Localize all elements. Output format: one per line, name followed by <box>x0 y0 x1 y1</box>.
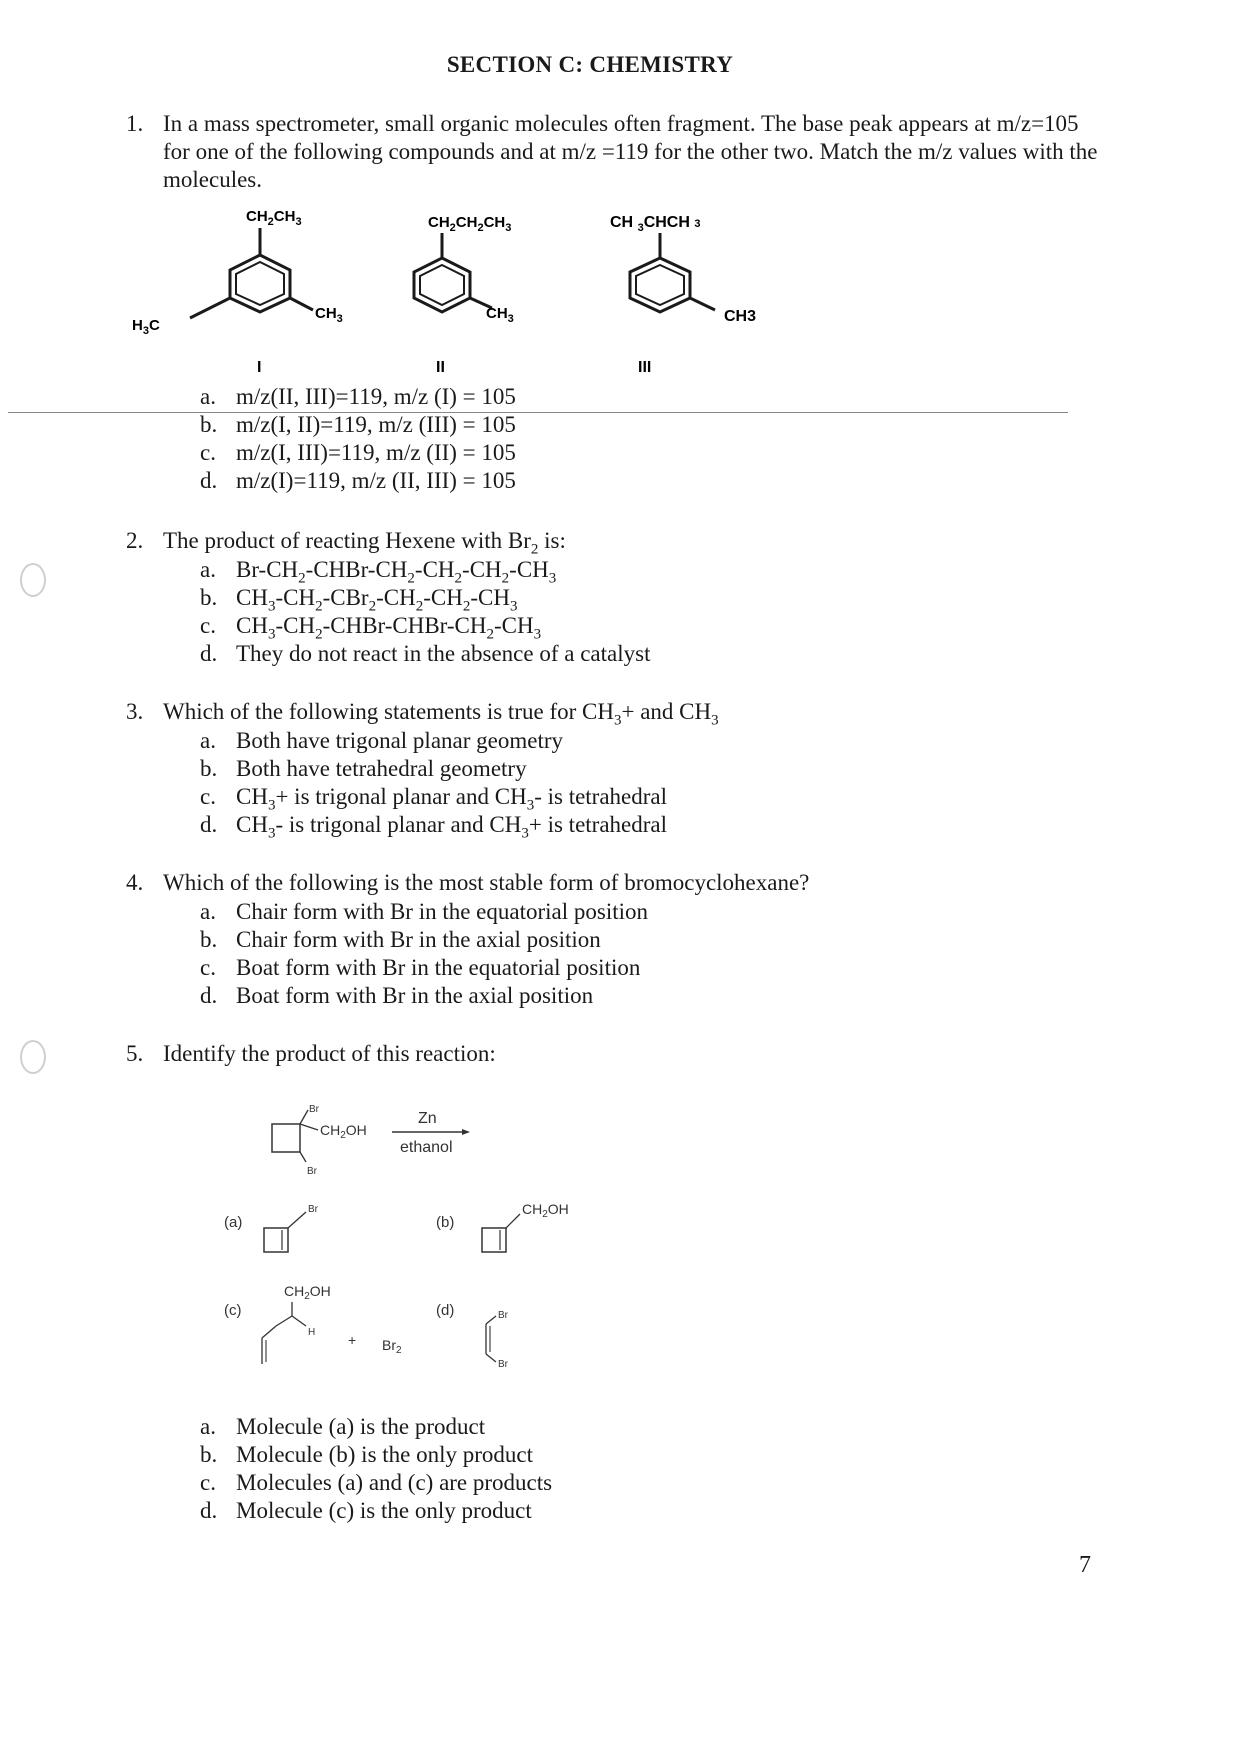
option-letter: d. <box>200 983 218 1008</box>
option-text: $Br-CH_2-CHBr-CH_2-CH_2-CH_2-CH_3$ <box>236 557 557 587</box>
option-letter: c. <box>200 613 216 638</box>
choice-c-molecule <box>224 1283 402 1364</box>
molecule-iii-numeral: III <box>638 359 652 375</box>
option-letter: c. <box>200 440 216 465</box>
reagent-ethanol: ethanol <box>400 1139 453 1156</box>
option-text: m/z(I)=119, m/z (II, III) = 105 <box>236 468 516 493</box>
section-title: SECTION C: CHEMISTRY <box>446 52 734 77</box>
choice-d-br-bottom: Br <box>498 1359 508 1370</box>
question-2 <box>0 527 1241 557</box>
option-letter: c. <box>200 1470 216 1495</box>
horizontal-rule <box>8 412 1068 413</box>
q1-molecules-figure <box>130 200 810 375</box>
q4-option-b[interactable] <box>200 926 601 954</box>
q1-option-a[interactable] <box>200 383 516 411</box>
choice-a-molecule <box>224 1204 319 1252</box>
q5-reaction-figure <box>200 1090 620 1380</box>
option-letter: a. <box>200 384 216 409</box>
option-letter: d. <box>200 641 218 666</box>
option-text: Molecule (c) is the only product <box>236 1498 532 1523</box>
option-text: $CH_3-CH_2-CHBr-CHBr-CH_2-CH_3$ <box>236 613 542 643</box>
option-letter: b. <box>200 927 218 952</box>
q2-option-d[interactable] <box>200 640 650 668</box>
question-number: 1. <box>126 111 144 136</box>
molecule-i-left-label: $H_3C$ <box>132 317 160 337</box>
option-text: Chair form with Br in the axial position <box>236 927 601 952</box>
option-text: Molecule (b) is the only product <box>236 1442 534 1467</box>
choice-d-br-top: Br <box>498 1310 508 1321</box>
option-text: $CH_3-CH_2-CBr_2-CH_2-CH_2-CH_3$ <box>236 585 518 615</box>
substrate-ch2oh: $CH_2OH$ <box>320 1122 367 1141</box>
reagent-zn: Zn <box>418 1110 437 1127</box>
molecule-i-right-label: $CH_3$ <box>315 305 343 325</box>
option-letter: b. <box>200 585 218 610</box>
option-text: Molecules (a) and (c) are products <box>236 1470 553 1495</box>
substrate-br-bottom: Br <box>307 1166 317 1177</box>
substrate-br-top: Br <box>309 1104 319 1115</box>
q4-option-c[interactable] <box>200 954 640 982</box>
option-text: m/z(II, III)=119, m/z (I) = 105 <box>236 384 516 409</box>
page-number: 7 <box>1079 1552 1091 1578</box>
reaction-arrow <box>392 1110 470 1156</box>
option-text: m/z(I, II)=119, m/z (III) = 105 <box>236 412 516 437</box>
molecule-i <box>132 208 343 375</box>
question-5 <box>0 1040 1241 1070</box>
molecule-i-top-label: $CH_2CH_3$ <box>246 208 302 228</box>
punch-hole-mark <box>20 563 46 597</box>
q1-option-b[interactable] <box>200 411 516 439</box>
option-text: Both have tetrahedral geometry <box>236 756 527 781</box>
question-number: 5. <box>126 1041 144 1066</box>
option-text: Boat form with Br in the equatorial position <box>236 955 641 980</box>
molecule-iii-top-label: CH $_3$CHCH 3 <box>610 214 701 234</box>
option-letter: a. <box>200 1414 216 1439</box>
option-text: $CH_3+$ is trigonal planar and $CH_3-$ is tetrahedral <box>236 784 668 814</box>
option-letter: d. <box>200 468 218 493</box>
question-text: Which of the following statements is true for $CH_3+$ and $CH_3$ <box>163 699 719 729</box>
choice-c-br2: $Br_2$ <box>382 1337 402 1356</box>
option-text: Molecule (a) is the product <box>236 1414 486 1439</box>
q4-option-d[interactable] <box>200 982 593 1010</box>
molecule-ii <box>414 214 514 375</box>
question-text: The product of reacting Hexene with $Br_2$ is: <box>163 528 566 558</box>
question-number: 4. <box>126 870 144 895</box>
q5-option-a[interactable] <box>200 1413 485 1441</box>
choice-c-h: H <box>308 1327 316 1338</box>
option-text: Boat form with Br in the axial position <box>236 983 594 1008</box>
choice-b-ch2oh: $CH_2OH$ <box>522 1201 569 1220</box>
question-1 <box>0 110 1241 200</box>
question-text: Which of the following is the most stable form of bromocyclohexane? <box>163 870 810 895</box>
question-number: 3. <box>126 699 144 724</box>
option-letter: b. <box>200 756 218 781</box>
option-text: Both have trigonal planar geometry <box>236 728 564 753</box>
molecule-ii-top-label: $CH_2CH_2CH_3$ <box>428 214 512 234</box>
question-number: 2. <box>126 528 144 553</box>
option-text: m/z(I, III)=119, m/z (II) = 105 <box>236 440 516 465</box>
choice-a-br: Br <box>308 1204 318 1215</box>
plus-sign: + <box>348 1332 357 1348</box>
q5-option-b[interactable] <box>200 1441 533 1469</box>
molecule-ii-right-label: $CH_3$ <box>486 305 514 325</box>
option-letter: a. <box>200 728 216 753</box>
option-text: Chair form with Br in the equatorial position <box>236 899 649 924</box>
choice-b-molecule <box>436 1201 569 1252</box>
question-text: In a mass spectrometer, small organic molecules often fragment. The base peak appears at m/z=105 for one of the following compounds and at m/z =119 for the other two. Match the m/z values with the molecules. <box>163 111 1098 192</box>
option-letter: c. <box>200 955 216 980</box>
option-text: They do not react in the absence of a catalyst <box>236 641 651 666</box>
option-letter: a. <box>200 899 216 924</box>
question-3 <box>0 698 1241 728</box>
molecule-iii-right-label: CH3 <box>724 308 757 325</box>
option-letter: c. <box>200 784 216 809</box>
option-letter: a. <box>200 557 216 582</box>
molecule-ii-numeral: II <box>436 359 445 375</box>
q3-option-b[interactable] <box>200 755 527 783</box>
option-text: $CH_3-$ is trigonal planar and $CH_3+$ is tetrahedral <box>236 812 668 842</box>
choice-d-label: (d) <box>436 1302 455 1319</box>
option-letter: d. <box>200 1498 218 1523</box>
choice-d-molecule <box>436 1302 509 1370</box>
q3-option-d[interactable] <box>200 811 667 848</box>
molecule-i-numeral: I <box>257 359 262 375</box>
option-letter: d. <box>200 812 218 837</box>
q3-option-a[interactable] <box>200 727 563 755</box>
q5-option-c[interactable] <box>200 1469 552 1497</box>
choice-a-label: (a) <box>224 1214 243 1231</box>
question-4 <box>0 869 1241 899</box>
substrate-molecule <box>272 1104 367 1177</box>
option-letter: b. <box>200 412 218 437</box>
q1-option-c[interactable] <box>200 439 516 467</box>
q1-option-d[interactable] <box>200 467 516 495</box>
q4-option-a[interactable] <box>200 898 648 926</box>
question-text: Identify the product of this reaction: <box>163 1041 496 1066</box>
choice-c-label: (c) <box>224 1302 242 1319</box>
choice-c-ch2oh: $CH_2OH$ <box>284 1283 331 1302</box>
molecule-iii <box>610 214 756 375</box>
option-letter: b. <box>200 1442 218 1467</box>
choice-b-label: (b) <box>436 1214 455 1231</box>
q5-option-d[interactable] <box>200 1497 532 1525</box>
